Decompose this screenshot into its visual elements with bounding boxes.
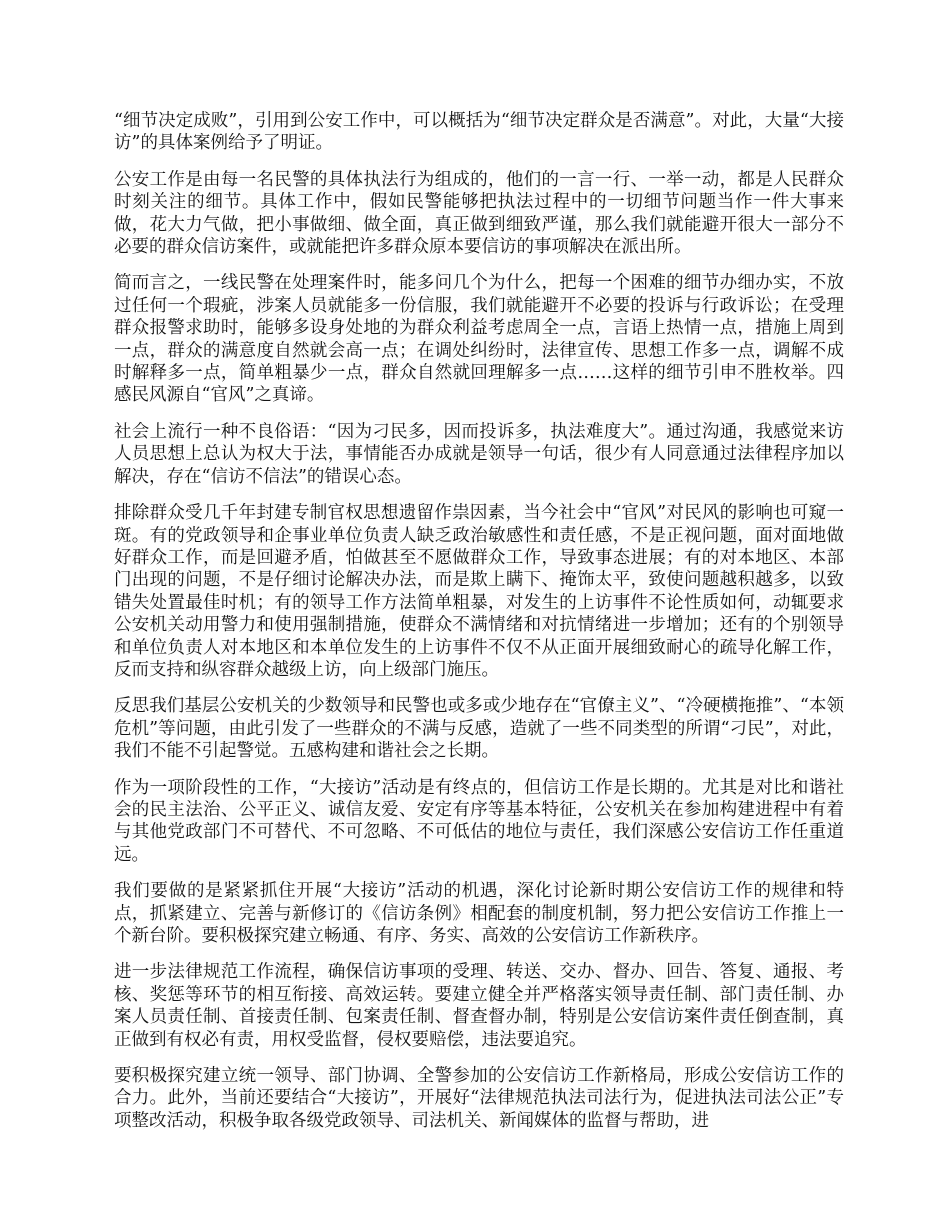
paragraph-9: 进一步法律规范工作流程，确保信访事项的受理、转送、交办、督办、回告、答复、通报、考核、奖惩等环节的相互衔接、高效运转。要建立健全并严格落实领导责任制、部门责任制、办案人员责任制、首接责任制、包案责任制、督查督办制，特别是公安信访案件责任倒查制，真正做到有权必有责，用权受监督，侵权要赔偿，违法要追究。 — [114, 962, 844, 1050]
paragraph-6: 反思我们基层公安机关的少数领导和民警也或多或少地存在“官僚主义”、“冷硬横拖推”、“本领危机”等问题，由此引发了一些群众的不满与反感，造就了一些不同类型的所谓“刁民”，对此，我们不能不引起警觉。五感构建和谐社会之长期。 — [114, 696, 844, 762]
document-body — [114, 110, 844, 1146]
paragraph-3: 简而言之，一线民警在处理案件时，能多问几个为什么，把每一个困难的细节办细办实，不放过任何一个瑕疵，涉案人员就能多一份信服，我们就能避开不必要的投诉与行政诉讼；在受理群众报警求助时，能够多设身处地的为群众利益考虑周全一点，言语上热情一点，措施上周到一点，群众的满意度自然就会高一点；在调处纠纷时，法律宣传、思想工作多一点，调解不成时解释多一点，简单粗暴少一点，群众自然就回理解多一点……这样的细节引申不胜枚举。四感民风源自“官风”之真谛。 — [114, 273, 844, 406]
paragraph-5: 排除群众受几千年封建专制官权思想遗留作祟因素，当今社会中“官风”对民风的影响也可窥一斑。有的党政领导和企事业单位负责人缺乏政治敏感性和责任感，不是正视问题，面对面地做好群众工作，而是回避矛盾，怕做甚至不愿做群众工作，导致事态进展；有的对本地区、本部门出现的问题，不是仔细讨论解决办法，而是欺上瞒下、掩饰太平，致使问题越积越多，以致错失处置最佳时机；有的领导工作方法简单粗暴，对发生的上访事件不论性质如何，动辄要求公安机关动用警力和使用强制措施，使群众不满情绪和对抗情绪进一步增加；还有的个别领导和单位负责人对本地区和本单位发生的上访事件不仅不从正面开展细致耐心的疏导化解工作，反而支持和纵容群众越级上访，向上级部门施压。 — [114, 503, 844, 680]
paragraph-8: 我们要做的是紧紧抓住开展“大接访”活动的机遇，深化讨论新时期公安信访工作的规律和特点，抓紧建立、完善与新修订的《信访条例》相配套的制度机制，努力把公安信访工作推上一个新台阶。要积极探究建立畅通、有序、务实、高效的公安信访工作新秩序。 — [114, 881, 844, 946]
paragraph-1: “细节决定成败”，引用到公安工作中，可以概括为“细节决定群众是否满意”。对此，大量“大接访”的具体案例给予了明证。 — [114, 111, 844, 154]
paragraph-2: 公安工作是由每一名民警的具体执法行为组成的，他们的一言一行、一举一动，都是人民群众时刻关注的细节。具体工作中，假如民警能够把执法过程中的一切细节问题当作一件大事来做，花大力气做，把小事做细、做全面，真正做到细致严谨，那么我们就能避开很大一部分不必要的群众信访案件，或就能把许多群众原本要信访的事项解决在派出所。 — [114, 169, 844, 258]
paragraph-4: 社会上流行一种不良俗语：“因为刁民多，因而投诉多，执法难度大”。通过沟通，我感觉来访人员思想上总认为权大于法，事情能否办成就是领导一句话，很少有人同意通过法律程序加以解决，存在“信访不信法”的错误心态。 — [114, 421, 844, 487]
paragraph-7: 作为一项阶段性的工作，“大接访”活动是有终点的，但信访工作是长期的。尤其是对比和谐社会的民主法治、公平正义、诚信友爱、安定有序等基本特征，公安机关在参加构建进程中有着与其他党政部门不可替代、不可忽略、不可低估的地位与责任，我们深感公安信访工作任重道远。 — [114, 777, 844, 865]
paragraph-10: 要积极探究建立统一领导、部门协调、全警参加的公安信访工作新格局，形成公安信访工作的合力。此外，当前还要结合“大接访”，开展好“法律规范执法司法行为，促进执法司法公正”专项整改活动，积极争取各级党政领导、司法机关、新闻媒体的监督与帮助，进 — [114, 1066, 844, 1131]
